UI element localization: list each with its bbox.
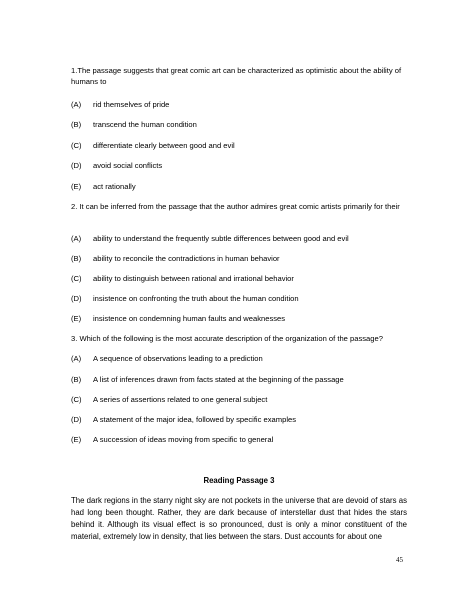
question-1-text: 1.The passage suggests that great comic art can be characterized as optimistic about the ability of humans to (71, 66, 402, 86)
reading-passage-text: The dark regions in the starry night sky are not pockets in the universe that are devoid of stars as had long been thought. Rather, they are dark because of interstellar dust that hides the stars behind it. Although its visual effect is so pronounced, dust is only a minor constituent of the material, extremely low in density, that lies between the stars. Dust accounts for about one (71, 496, 407, 541)
question-2-option-b (71, 253, 407, 264)
question-3-text: 3. Which of the following is the most accurate description of the organization of the passage? (71, 334, 383, 343)
question-3-option-d (71, 414, 407, 425)
option-text: transcend the human condition (93, 120, 197, 129)
option-letter: (C) (71, 395, 82, 404)
option-text: ability to distinguish between rational and irrational behavior (93, 274, 294, 283)
option-letter: (E) (71, 182, 82, 191)
option-letter: (A) (71, 234, 82, 243)
option-text: avoid social conflicts (93, 161, 163, 170)
question-3-option-c (71, 394, 407, 405)
question-3-option-b (71, 374, 407, 385)
question-1-option-a (71, 99, 407, 110)
option-text: ability to reconcile the contradictions in human behavior (93, 254, 280, 263)
option-letter: (B) (71, 375, 82, 384)
question-2-option-e (71, 313, 407, 324)
question-1-option-b (71, 119, 407, 130)
option-text: insistence on condemning human faults and weaknesses (93, 314, 286, 323)
option-letter: (B) (71, 120, 82, 129)
question-2-option-c (71, 273, 407, 284)
option-letter: (C) (71, 274, 82, 283)
option-text: ability to understand the frequently subtle differences between good and evil (93, 234, 349, 243)
question-2-option-a (71, 233, 407, 244)
option-text: A series of assertions related to one general subject (93, 395, 268, 404)
question-1-option-d (71, 160, 407, 171)
option-letter: (D) (71, 415, 82, 424)
question-1 (71, 65, 407, 87)
option-letter: (A) (71, 100, 82, 109)
reading-passage-title: Reading Passage 3 (203, 476, 275, 485)
option-text: insistence on confronting the truth about the human condition (93, 294, 299, 303)
option-text: differentiate clearly between good and evil (93, 141, 235, 150)
option-text: A statement of the major idea, followed by specific examples (93, 415, 297, 424)
option-text: A sequence of observations leading to a prediction (93, 354, 263, 363)
option-letter: (C) (71, 141, 82, 150)
option-letter: (D) (71, 294, 82, 303)
option-letter: (A) (71, 354, 82, 363)
question-1-option-c (71, 140, 407, 151)
option-text: rid themselves of pride (93, 100, 170, 109)
option-letter: (E) (71, 314, 82, 323)
reading-passage (71, 475, 407, 543)
question-3-option-a (71, 353, 407, 364)
option-text: A succession of ideas moving from specific to general (93, 435, 274, 444)
option-letter: (E) (71, 435, 82, 444)
question-3 (71, 333, 407, 344)
question-3-option-e (71, 434, 407, 445)
question-2 (71, 201, 407, 212)
question-2-text: 2. It can be inferred from the passage that the author admires great comic artists primarily for their (71, 202, 400, 211)
page-number: 45 (396, 556, 403, 564)
question-2-option-d (71, 293, 407, 304)
option-letter: (B) (71, 254, 82, 263)
option-text: A list of inferences drawn from facts stated at the beginning of the passage (93, 375, 344, 384)
question-1-option-e (71, 181, 407, 192)
option-letter: (D) (71, 161, 82, 170)
option-text: act rationally (93, 182, 136, 191)
